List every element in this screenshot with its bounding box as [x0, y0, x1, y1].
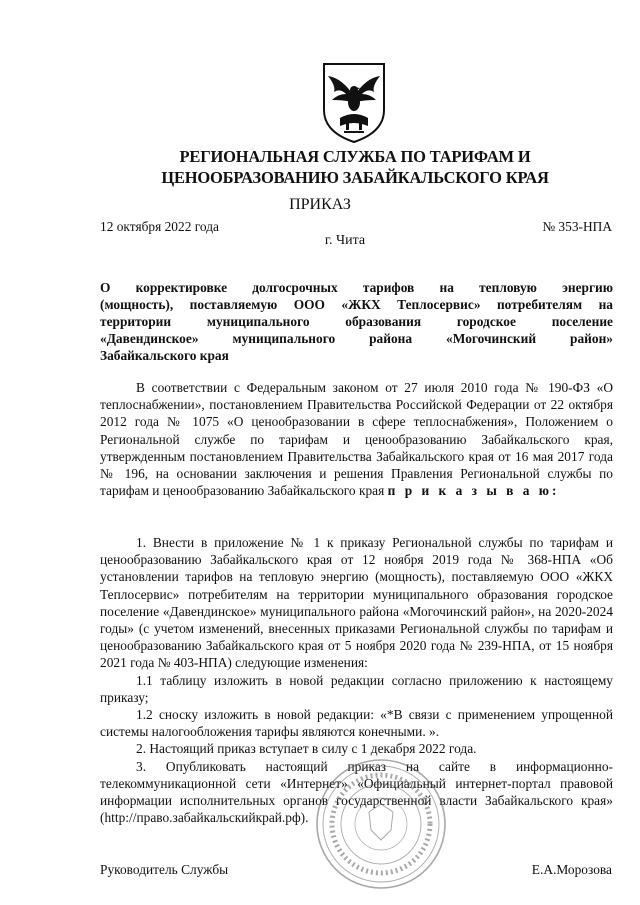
official-seal-stamp — [313, 756, 449, 892]
order-subject — [100, 279, 613, 364]
order-date: 12 октября 2022 года — [100, 219, 219, 234]
preamble — [100, 379, 613, 499]
order-item-3: 3. Опубликовать настоящий приказ на сайте в информационно-телекоммуникационной сети «Интернет» «Официальный интернет-портал правовой информации исполнительных органов государственной власти Забайкальского края» (http://право.забайкальскийкрай.рф). — [100, 758, 613, 826]
subject-line: Забайкальского края — [100, 348, 229, 363]
order-number: № 353-НПА — [542, 219, 612, 234]
order-item-1-1: 1.1 таблицу изложить в новой редакции согласно приложению к настоящему приказу; — [100, 672, 613, 705]
subject-line: территории муниципального образования городское поселение — [100, 314, 613, 329]
coat-of-arms-emblem — [318, 58, 390, 144]
signatory-name: Е.А.Морозова — [531, 862, 612, 877]
agency-heading-line-2: ЦЕНООБРАЗОВАНИЮ ЗАБАЙКАЛЬСКОГО КРАЯ — [161, 168, 549, 187]
subject-line: О корректировке долгосрочных тарифов на тепловую энергию — [100, 280, 613, 295]
document-type: ПРИКАЗ — [289, 196, 351, 213]
signatory-position: Руководитель Службы — [100, 862, 229, 877]
order-item-2: 2. Настоящий приказ вступает в силу с 1 декабря 2022 года. — [136, 741, 477, 757]
order-item-1: 1. Внести в приложение № 1 к приказу Региональной службы по тарифам и ценообразованию Забайкальского края от 12 ноября 2019 года № 368-НПА «Об установлении тарифов на тепловую энергию (мощность), поставляемую ООО «ЖКХ Теплосервис» потребителям на территории муниципального образования городское поселение «Давендинское» муниципального района «Могочинский район», на 2020-2024 годы» (с учетом изменений, внесенных приказами Региональной службы по тарифам и ценообразованию Забайкальского края от 5 ноября 2020 года № 239-НПА, от 15 ноября 2021 года № 403-НПА) следующие изменения: — [100, 535, 613, 671]
subject-line: «Давендинское» муниципального района «Могочинский район» — [100, 331, 613, 346]
agency-heading-line-1: РЕГИОНАЛЬНАЯ СЛУЖБА ПО ТАРИФАМ И — [179, 147, 531, 166]
preamble-text: В соответствии с Федеральным законом от 27 июля 2010 года № 190-ФЗ «О теплоснабжении», постановлением Правительства Российской Федерации от 22 октября 2012 года № 1075 «О ценообразовании в сфере теплоснабжения», Положением о Региональной службе по тарифам и ценообразованию Забайкальского края, утвержденным постановлением Правительства Забайкальского края от 16 мая 2017 года № 196, на основании заключения и решения Правления Региональной службы по тарифам и ценообразованию Забайкальского края — [100, 380, 613, 499]
preamble-paragraph — [100, 379, 613, 499]
order-verb: п р и к а з ы в а ю: — [387, 483, 560, 499]
order-item-1-2: 1.2 сноску изложить в новой редакции: «*В связи с применением упрощенной системы налогообложения тарифы являются конечными. ». — [100, 707, 613, 740]
agency-heading — [100, 146, 610, 188]
subject-line: (мощность), поставляемую ООО «ЖКХ Теплосервис» потребителям на — [100, 297, 613, 312]
city: г. Чита — [324, 233, 366, 248]
